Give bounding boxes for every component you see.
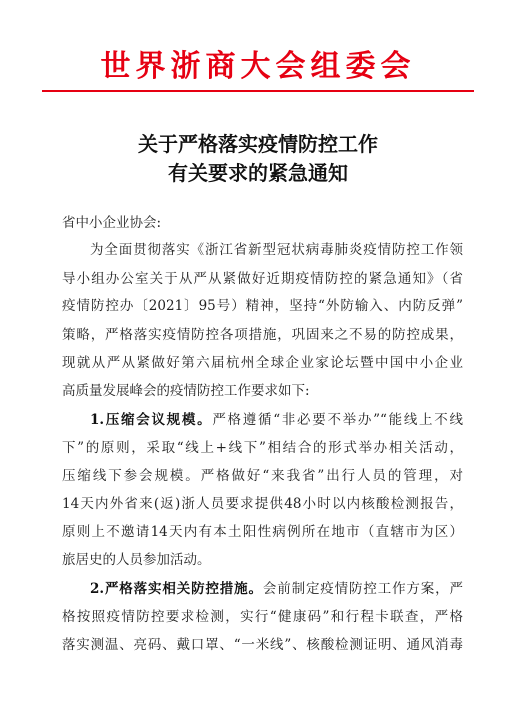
item-1-line: 14天内外省来(返)浙人员要求提供48小时以内核酸检测报告， — [62, 496, 463, 512]
intro-line: 高质量发展峰会的疫情防控工作要求如下: — [62, 383, 310, 399]
intro-line: 现就从严从紧做好第六届杭州全球企业家论坛暨中国中小企业 — [62, 355, 463, 371]
intro-line: 疫情防控办〔2021〕95号）精神，坚持“外防输入、内防反弹” — [62, 298, 463, 314]
item-2-first-line — [90, 580, 463, 598]
item-1-first-line — [90, 411, 463, 429]
red-divider — [42, 90, 474, 92]
item-1-first-line-text: 严格遵循“非必要不举办”“能线上不线 — [212, 412, 463, 428]
notice-title-line-1: 关于严格落实疫情防控工作 — [138, 132, 378, 156]
item-1-line: 下”的原则，采取“线上+线下”相结合的形式举办相关活动， — [62, 440, 463, 456]
intro-line: 为全面贯彻落实《浙江省新型冠状病毒肺炎疫情防控工作领 — [90, 242, 463, 258]
org-header: 世界浙商大会组委会 — [100, 49, 416, 84]
item-2-line: 落实测温、亮码、戴口罩、“一米线”、核酸检测证明、通风消毒 — [62, 637, 463, 653]
item-1-line: 压缩线下参会规模。严格做好“来我省”出行人员的管理，对 — [62, 468, 463, 484]
intro-line: 导小组办公室关于从严从紧做好近期疫情防控的紧急通知》（省 — [62, 271, 463, 287]
notice-title-line-2: 有关要求的紧急通知 — [168, 161, 348, 185]
item-2-first-line-text: 会前制定疫情防控工作方案，严 — [262, 581, 464, 597]
salutation: 省中小企业协会: — [62, 215, 162, 231]
item-1-line: 旅居史的人员参加活动。 — [62, 552, 211, 568]
item-1-heading: 1.压缩会议规模。 — [90, 412, 213, 428]
item-2-heading: 2.严格落实相关防控措施。 — [90, 581, 263, 597]
item-1-line: 原则上不邀请14天内有本土阳性病例所在地市（直辖市为区） — [62, 524, 463, 540]
item-2-line: 格按照疫情防控要求检测，实行“健康码”和行程卡联查，严格 — [62, 609, 463, 625]
intro-line: 策略，严格落实疫情防控各项措施，巩固来之不易的防控成果， — [62, 327, 463, 343]
